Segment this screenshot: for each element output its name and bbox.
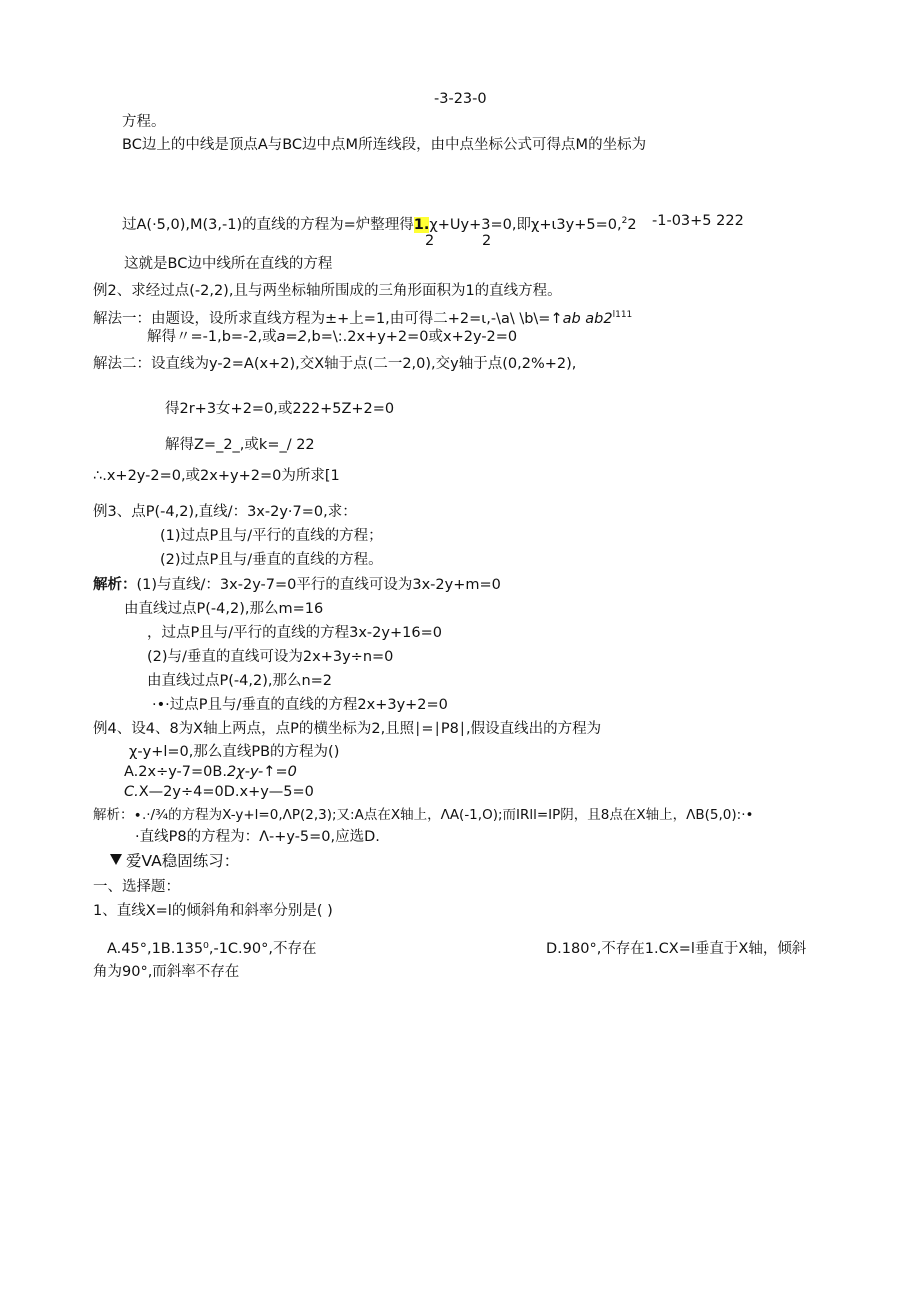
equation-text: χ+Uy+3=0,即χ+ι3y+5=0, (429, 216, 622, 233)
text-line (93, 306, 632, 328)
text-line (147, 328, 517, 346)
equation-text: 过A(·5,0),M(3,-1)的直线的方程为=炉整理得 (122, 216, 414, 233)
solution-text: 解法一：由题设，设所求直线方程为±+上=1,由可得二+2=ι,-\a\ \b\=↑ (93, 310, 563, 327)
option-line (124, 763, 297, 781)
text-line: (2)过点P且与/垂直的直线的方程。 (160, 552, 383, 568)
triangle-down-icon (110, 854, 122, 865)
text-line: 得2r+3女+2=0,或222+5Z+2=0 (165, 401, 395, 417)
text-line: -1-03+5 222 (652, 213, 744, 229)
text-line: BC边上的中线是顶点A与BC边中点M所连线段，由中点坐标公式可得点M的坐标为 (122, 137, 647, 153)
text-line: 一、选择题： (93, 879, 180, 895)
option-text: 2χ-y-↑=0 (226, 764, 297, 780)
text-line: 解得Z=_2_,或k=_/ 22 (165, 437, 315, 453)
text-line: 由直线过点P(-4,2),那么m=16 (124, 601, 324, 617)
solution-text: ab ab2 (562, 310, 613, 327)
superscript: 2 (621, 216, 628, 226)
text-line (93, 576, 501, 594)
text-line: χ-y+l=0,那么直线PB的方程为() (129, 744, 340, 760)
option-text: A.2x÷y-7=0B. (124, 764, 227, 780)
option-text: C. (124, 784, 139, 800)
section-heading (110, 852, 239, 870)
highlighted-number: 1. (413, 216, 430, 233)
solution-text: a=2 (276, 329, 307, 345)
text-line: 这就是BC边中线所在直线的方程 (124, 256, 333, 272)
example-heading: 例3、点P(-4,2),直线/：3x-2y·7=0,求： (93, 504, 357, 520)
option-line (124, 783, 314, 801)
superscript: l111 (612, 310, 633, 320)
example-heading: 例4、设4、8为X轴上两点，点P的横坐标为2,且照∣=∣P8∣,假设直线出的方程为 (93, 721, 602, 737)
question-line: 1、直线X=l的倾斜角和斜率分别是( ) (93, 903, 333, 919)
equation-text: 2 (627, 216, 637, 233)
option-line: D.180°,不存在1.CX=l垂直于X轴，倾斜 (546, 941, 807, 957)
text-line: ∴.x+2y-2=0,或2x+y+2=0为所求[1 (93, 468, 340, 484)
analysis-text: (1)与直线/：3x-2y-7=0平行的直线可设为3x-2y+m=0 (136, 577, 501, 593)
text-line: (1)过点P且与/平行的直线的方程； (160, 528, 383, 544)
fraction-denominator: 2 (482, 233, 492, 249)
text-line: 角为90°,而斜率不存在 (93, 964, 240, 980)
option-text: X—2y÷4=0D.x+y—5=0 (138, 784, 314, 800)
text-line (122, 212, 637, 234)
text-line: 解析：∙.·/¾的方程为X-y+l=0,ΛP(2,3);又:A点在X轴上，ΛA(-1,O);而IRll=IP阴，且8点在X轴上，ΛB(5,0):·• (93, 807, 754, 823)
solution-text: ,b=\:.2x+y+2=0或x+2y-2=0 (306, 329, 518, 345)
fraction-denominator: 2 (425, 233, 435, 249)
option-line: A.45°,1B.135⁰,-1C.90°,不存在 (107, 941, 317, 957)
text-line: ·•·过点P且与/垂直的直线的方程2x+3y+2=0 (152, 697, 448, 713)
section-heading-text: 爱VA稳固练习： (126, 852, 240, 870)
text-line: 解法二：设直线为y-2=A(x+2),交X轴于点(二一2,0),交y轴于点(0,2%+2), (93, 356, 577, 372)
example-heading: 例2、求经过点(-2,2),且与两坐标轴所围成的三角形面积为1的直线方程。 (93, 283, 562, 299)
text-line: (2)与/垂直的直线可设为2x+3y÷n=0 (147, 649, 394, 665)
solution-text: 解得〃=-1,b=-2,或 (147, 329, 277, 345)
text-line: ，过点P且与/平行的直线的方程3x-2y+16=0 (147, 625, 442, 641)
text-line: 由直线过点P(-4,2),那么n=2 (147, 673, 333, 689)
analysis-label: 解析： (93, 577, 137, 593)
page-code: -3-23-0 (434, 91, 487, 107)
text-line: 方程。 (122, 114, 166, 130)
text-line: ·直线P8的方程为：Λ-+y-5=0,应选D. (135, 829, 380, 845)
